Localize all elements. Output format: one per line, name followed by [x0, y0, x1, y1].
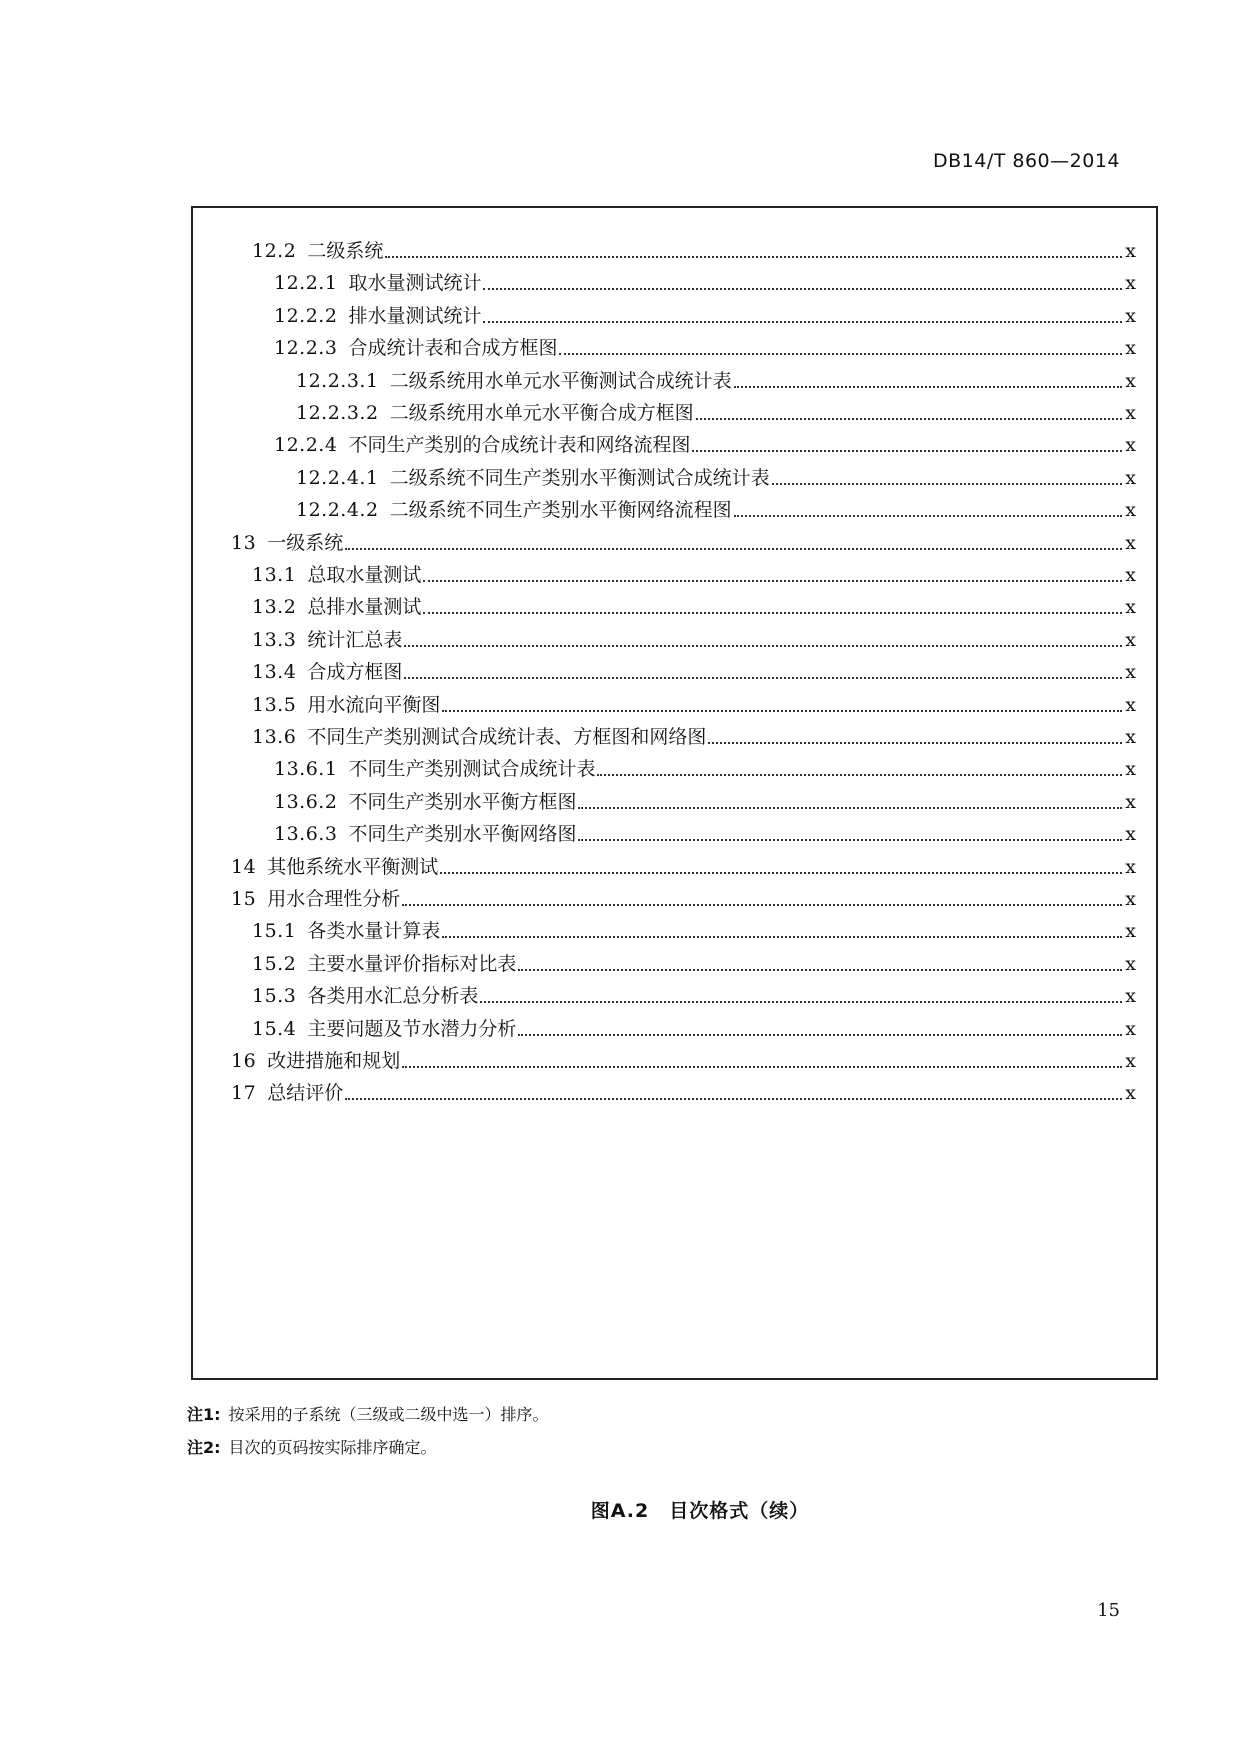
toc-entry-title: 不同生产类别水平衡方框图 [348, 790, 577, 813]
toc-entry-title: 主要问题及节水潜力分析 [307, 1017, 517, 1040]
toc-entry-number: 12.2.4.2 [296, 499, 379, 522]
toc-entry [296, 495, 1136, 525]
toc-entry [274, 754, 1136, 784]
toc-entry-number: 15.1 [252, 920, 297, 943]
note-1 [187, 1402, 549, 1425]
toc-entry [231, 852, 1136, 882]
toc-entry-page: x [1125, 790, 1136, 813]
toc-entry-number: 13.6 [252, 726, 297, 748]
toc-entry-title: 二级系统用水单元水平衡合成方框图 [389, 402, 694, 424]
toc-entry-number: 13.4 [252, 661, 297, 684]
toc-frame [191, 206, 1158, 1380]
toc-entry-title: 合成方框图 [307, 661, 403, 684]
toc-entry-page: x [1125, 369, 1136, 392]
toc-entry-title: 用水合理性分析 [267, 888, 401, 910]
toc-leader-dots [559, 333, 1122, 363]
document-code: DB14/T 860—2014 [932, 150, 1120, 172]
toc-leader-dots [734, 366, 1122, 396]
toc-entry [252, 560, 1136, 590]
note-text: 目次的页码按实际排序确定。 [228, 1438, 437, 1457]
toc-leader-dots [442, 690, 1122, 720]
toc-leader-dots [404, 657, 1122, 687]
toc-leader-dots [692, 430, 1122, 460]
toc-entry-page: x [1125, 661, 1136, 684]
toc-leader-dots [578, 819, 1122, 849]
toc-entry-page: x [1125, 466, 1136, 489]
toc-leader-dots [518, 1014, 1122, 1044]
toc-entry-number: 13.6.2 [274, 790, 338, 813]
toc-entry-number: 13.6.3 [274, 823, 338, 846]
toc-entry-page: x [1125, 596, 1136, 619]
toc-entry-title: 不同生产类别测试合成统计表、方框图和网络图 [307, 726, 707, 748]
toc-entry-title: 主要水量评价指标对比表 [307, 952, 517, 975]
toc-entry-title: 总结评价 [267, 1082, 344, 1105]
toc-leader-dots [402, 1046, 1122, 1076]
toc-entry-number: 12.2.3.2 [296, 402, 379, 424]
toc-leader-dots [734, 495, 1122, 525]
toc-entry-title: 取水量测试统计 [348, 272, 482, 295]
toc-entry [252, 236, 1136, 266]
toc-entry [252, 722, 1136, 752]
toc-entry-title: 总排水量测试 [307, 596, 422, 619]
toc-entry [231, 1078, 1136, 1108]
toc-entry-title: 各类用水汇总分析表 [307, 985, 479, 1008]
toc-entry [231, 884, 1136, 914]
toc-entry [252, 657, 1136, 687]
toc-entry-number: 17 [231, 1082, 257, 1105]
toc-entry [274, 787, 1136, 817]
toc-entry [252, 949, 1136, 979]
toc-leader-dots [442, 916, 1122, 946]
toc-entry-number: 15.4 [252, 1017, 297, 1040]
toc-entry-page: x [1125, 693, 1136, 716]
toc-entry [252, 690, 1136, 720]
toc-entry-title: 其他系统水平衡测试 [267, 855, 439, 878]
toc-entry-number: 13.5 [252, 693, 297, 716]
toc-entry-page: x [1125, 952, 1136, 975]
toc-entry [231, 1046, 1136, 1076]
toc-entry-title: 二级系统不同生产类别水平衡测试合成统计表 [389, 466, 770, 489]
toc-leader-dots [423, 592, 1122, 622]
toc-entry-number: 13.1 [252, 564, 297, 586]
toc-leader-dots [345, 1078, 1122, 1108]
toc-entry-number: 12.2.4.1 [296, 466, 379, 489]
toc-leader-dots [518, 949, 1122, 979]
toc-entry-page: x [1125, 726, 1136, 748]
toc-leader-dots [772, 463, 1122, 493]
toc-entry-page: x [1125, 823, 1136, 846]
toc-entry-title: 用水流向平衡图 [307, 693, 441, 716]
toc-entry-page: x [1125, 758, 1136, 781]
note-text: 按采用的子系统（三级或二级中选一）排序。 [228, 1405, 549, 1424]
toc-leader-dots [578, 787, 1122, 817]
toc-entry-number: 16 [231, 1050, 257, 1072]
toc-entry [252, 1014, 1136, 1044]
toc-leader-dots [423, 560, 1122, 590]
toc-leader-dots [385, 236, 1122, 266]
toc-entry-title: 统计汇总表 [307, 628, 403, 651]
toc-entry-title: 改进措施和规划 [267, 1050, 401, 1072]
toc-entry-page: x [1125, 888, 1136, 910]
toc-entry-page: x [1125, 434, 1136, 457]
toc-entry [252, 592, 1136, 622]
toc-entry [296, 398, 1136, 428]
toc-entry [274, 819, 1136, 849]
toc-leader-dots [483, 268, 1122, 298]
toc-entry [252, 981, 1136, 1011]
toc-leader-dots [345, 528, 1122, 558]
toc-leader-dots [480, 981, 1122, 1011]
page-number: 15 [1097, 1600, 1120, 1621]
toc-entry-page: x [1125, 985, 1136, 1008]
toc-entry-page: x [1125, 531, 1136, 554]
toc-entry-page: x [1125, 337, 1136, 360]
toc-entry-number: 12.2.3.1 [296, 369, 379, 392]
toc-entry [296, 366, 1136, 396]
toc-entry-number: 12.2.4 [274, 434, 338, 457]
toc-entry [252, 916, 1136, 946]
toc-entry-title: 合成统计表和合成方框图 [348, 337, 558, 360]
toc-entry-title: 排水量测试统计 [348, 304, 482, 327]
toc-entry-number: 15.3 [252, 985, 297, 1008]
toc-entry-title: 二级系统用水单元水平衡测试合成统计表 [389, 369, 732, 392]
toc-entry-title: 不同生产类别测试合成统计表 [348, 758, 596, 781]
toc-entry-number: 13 [231, 531, 257, 554]
note-label: 注2: [187, 1438, 221, 1457]
toc-entry-page: x [1125, 272, 1136, 295]
toc-entry [274, 301, 1136, 331]
toc-leader-dots [696, 398, 1122, 428]
toc-entry [274, 333, 1136, 363]
toc-leader-dots [440, 852, 1122, 882]
toc-entry [252, 625, 1136, 655]
toc-entry-number: 15 [231, 888, 257, 910]
figure-caption: 图A.2 目次格式（续） [590, 1500, 810, 1522]
toc-entry-title: 二级系统不同生产类别水平衡网络流程图 [389, 499, 732, 522]
toc-entry [274, 268, 1136, 298]
toc-entry [274, 430, 1136, 460]
toc-entry [231, 528, 1136, 558]
toc-entry-title: 不同生产类别的合成统计表和网络流程图 [348, 434, 691, 457]
toc-entry-number: 12.2 [252, 240, 297, 262]
toc-entry-title: 各类水量计算表 [307, 920, 441, 943]
toc-entry-page: x [1125, 304, 1136, 327]
toc-entry-page: x [1125, 564, 1136, 586]
toc-entry-page: x [1125, 1082, 1136, 1105]
toc-entry-number: 12.2.1 [274, 272, 338, 295]
toc-entry-number: 13.6.1 [274, 758, 338, 781]
toc-entry-number: 14 [231, 855, 257, 878]
toc-entry-number: 15.2 [252, 952, 297, 975]
toc-entry-title: 一级系统 [267, 531, 344, 554]
toc-entry-number: 13.2 [252, 596, 297, 619]
toc-entry-number: 12.2.2 [274, 304, 338, 327]
toc-entry-number: 12.2.3 [274, 337, 338, 360]
toc-entry-page: x [1125, 499, 1136, 522]
toc-entry-number: 13.3 [252, 628, 297, 651]
note-2 [187, 1435, 437, 1458]
toc-leader-dots [402, 884, 1122, 914]
toc-leader-dots [483, 301, 1122, 331]
note-label: 注1: [187, 1405, 221, 1424]
toc-leader-dots [404, 625, 1122, 655]
toc-entry-page: x [1125, 920, 1136, 943]
toc-entry-page: x [1125, 1050, 1136, 1072]
toc-entry-page: x [1125, 628, 1136, 651]
toc-leader-dots [597, 754, 1122, 784]
toc-entry-page: x [1125, 240, 1136, 262]
toc-leader-dots [708, 722, 1122, 752]
toc-entry-title: 不同生产类别水平衡网络图 [348, 823, 577, 846]
toc-entry [296, 463, 1136, 493]
toc-entry-page: x [1125, 855, 1136, 878]
toc-entry-title: 二级系统 [307, 240, 384, 262]
toc-entry-page: x [1125, 1017, 1136, 1040]
toc-entry-page: x [1125, 402, 1136, 424]
toc-entry-title: 总取水量测试 [307, 564, 422, 586]
